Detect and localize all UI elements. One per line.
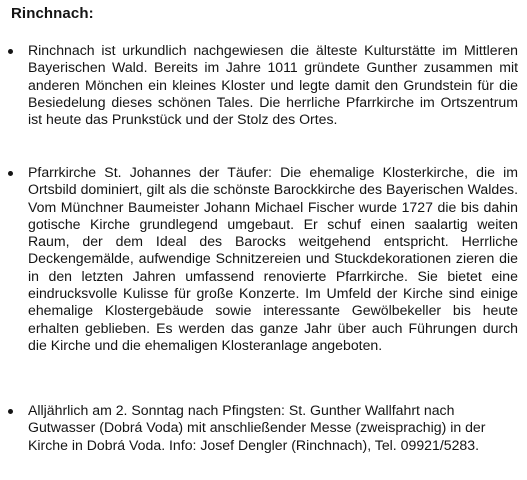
paragraph-pilgrimage: Alljährlich am 2. Sonntag nach Pfingsten: St. Gunther Wallfahrt nach Gutwasser (Dobrá Voda) mit anschließender Messe (zweisprachig) in der Kirche in Dobrá Voda. Info: Josef Dengler (Rinchnach), Tel. 09921/5283.: [28, 402, 486, 453]
paragraph-church: Pfarrkirche St. Johannes der Täufer: Die ehemalige Klosterkirche, die im Ortsbild dominiert, gilt als die schönste Barockkirche des Bayerischen Waldes. Vom Münchner Baumeister Johann Michael Fischer wurde 1727 die bis dahin gotische Kirche grundlegend umgebaut. Er schuf einen saalartig weiten Raum, der dem Ideal des Barocks weitgehend entspricht. Herrliche Deckengemälde, aufwendige Schnitzereien und Stuckdekorationen zieren die in den letzten Jahren umfassend renovierte Pfarrkirche. Sie bietet eine eindrucksvolle Kulisse für große Konzerte. Im Umfeld der Kirche sind einige ehemalige Klostergebäude sowie interessante Gewölbekeller bis heute erhalten geblieben. Es werden das ganze Jahr über auch Führungen durch die Kirche und die ehemaligen Klosteranlage angeboten.: [28, 164, 518, 353]
bullet-icon: [8, 409, 13, 414]
list-item: [8, 402, 518, 454]
paragraph-history: Rinchnach ist urkundlich nachgewiesen die älteste Kulturstätte im Mittleren Bayerischen Wald. Bereits im Jahre 1011 gründete Gunther zusammen mit anderen Mönchen ein kleines Kloster und legte damit den Grundstein für die Besiedelung dieses schönen Tales. Die herrliche Pfarrkirche im Ortszentrum ist heute das Prunkstück und der Stolz des Ortes.: [28, 42, 518, 128]
list-item: [8, 164, 518, 354]
section-title: Rinchnach:: [11, 5, 94, 22]
bullet-icon: [8, 49, 13, 54]
list-item: [8, 42, 518, 128]
bullet-icon: [8, 171, 13, 176]
